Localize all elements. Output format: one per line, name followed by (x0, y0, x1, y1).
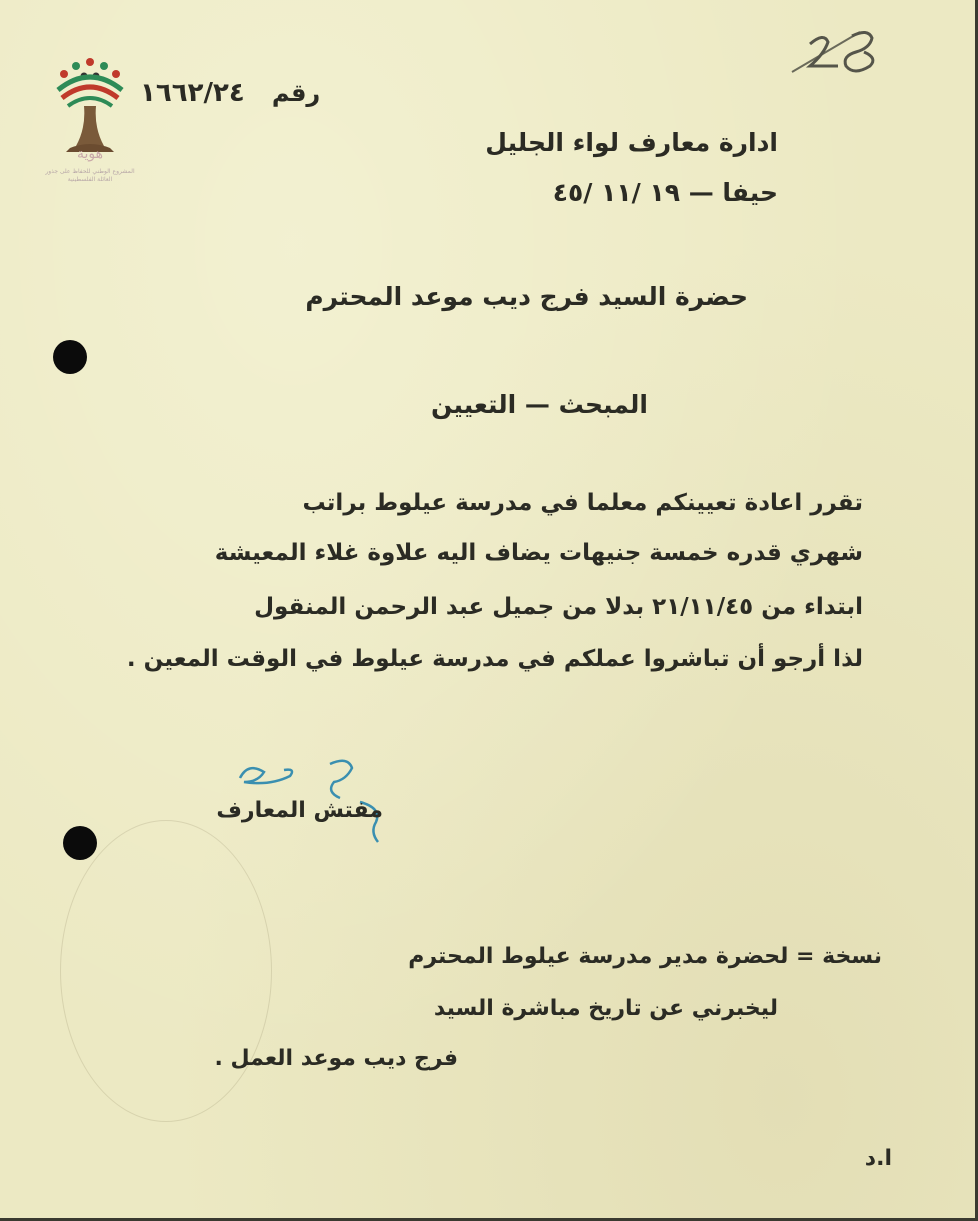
recipient-line: حضرة السيد فرج ديب موعد المحترم (305, 282, 748, 311)
handwritten-folio-mark (780, 22, 890, 82)
body-line-1: تقرر اعادة تعيينكم معلما في مدرسة عيلوط براتب (302, 490, 863, 516)
reference-number (140, 78, 320, 108)
faded-stamp-outline (60, 820, 272, 1122)
subject-line: المبحث — التعيين (431, 390, 648, 419)
signature-title: مفتش المعارف (216, 798, 383, 823)
copy-line-1: نسخة = لحضرة مدير مدرسة عيلوط المحترم (408, 944, 882, 969)
issuing-office: ادارة معارف لواء الجليل (485, 128, 778, 157)
reference-label: رقم (271, 79, 321, 107)
svg-text:28: 28 (840, 79, 843, 81)
body-line-3: ابتداء من ٢١/١١/٤٥ بدلا من جميل عبد الرحمن المنقول (254, 594, 863, 620)
punch-hole-top (53, 340, 87, 374)
copy-line-3: فرج ديب موعد العمل . (214, 1046, 458, 1071)
logo-subtitle: المشروع الوطني للحفاظ على جذور العائلة الفلسطينية (45, 168, 135, 183)
copy-line-2: ليخبرني عن تاريخ مباشرة السيد (433, 996, 778, 1021)
logo-name: هوية (76, 146, 104, 162)
punch-hole-bottom (63, 826, 97, 860)
reference-value: ١٦٦٢/٢٤ (140, 78, 245, 108)
typist-initials: ا.د (864, 1146, 892, 1171)
body-line-2: شهري قدره خمسة جنيهات يضاف اليه علاوة غلاء المعيشة (214, 540, 863, 566)
place-and-date: حيفا — ١٩ /١١ /٤٥ (552, 178, 778, 207)
body-line-4: لذا أرجو أن تباشروا عملكم في مدرسة عيلوط في الوقت المعين . (126, 646, 863, 672)
